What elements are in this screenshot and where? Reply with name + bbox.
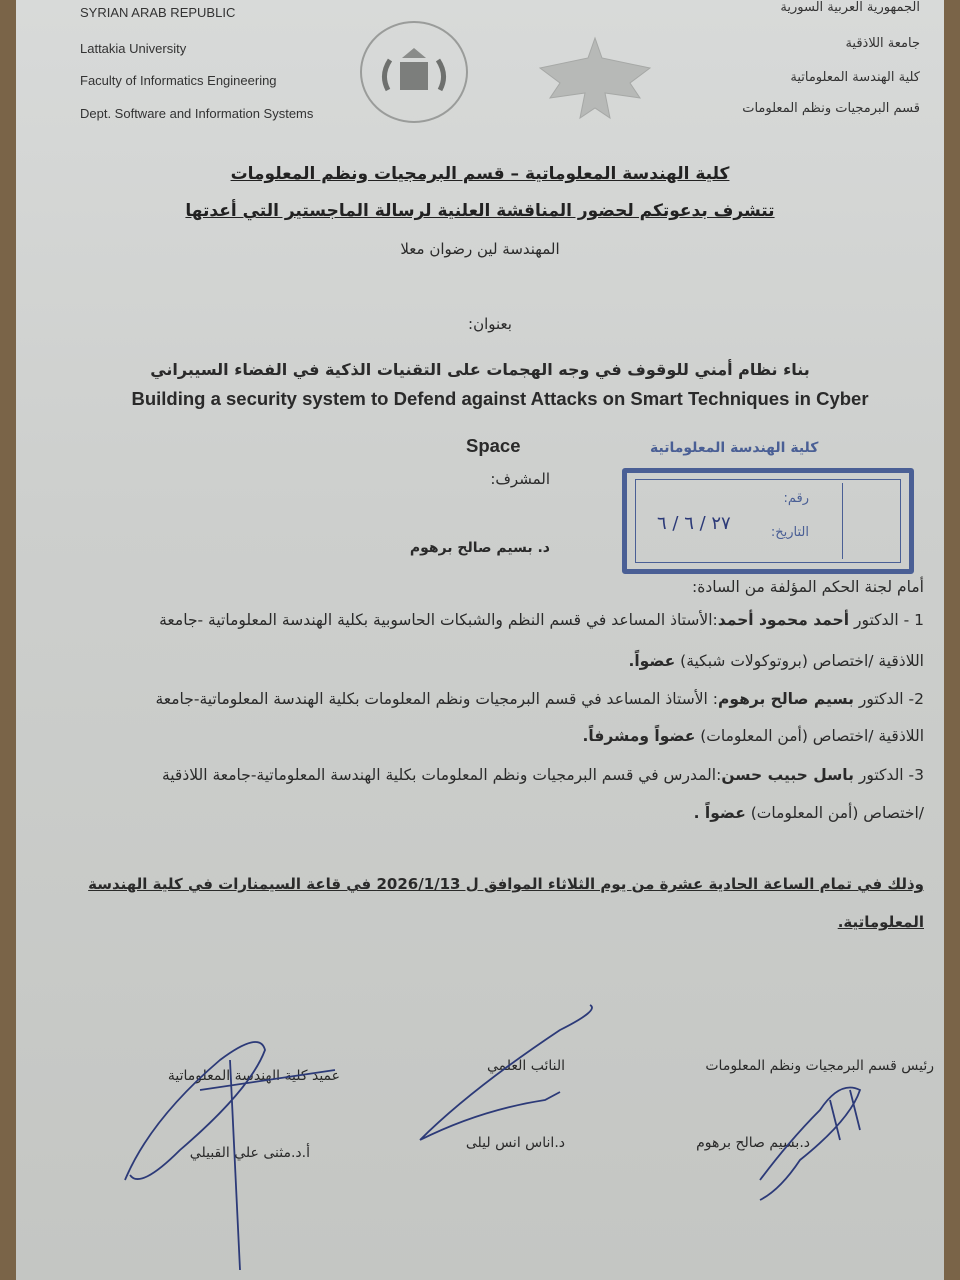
thesis-title-ar: بناء نظام أمني للوقوف في وجه الهجمات على التقنيات الذكية في الفضاء السيبراني: [150, 360, 810, 379]
stamp-handwritten-date: ٢٧ / ٦ / ٦: [657, 513, 731, 534]
signature-title-vice-dean: النائب العلمي: [486, 1058, 565, 1074]
handwritten-signatures-icon: [0, 1000, 960, 1280]
member-description: :الأستاذ المساعد في قسم النظم والشبكات الحاسوبية بكلية الهندسة المعلوماتية -جامعة: [159, 611, 718, 629]
header-en-department: Dept. Software and Information Systems: [80, 106, 314, 121]
invitation-heading: كلية الهندسة المعلوماتية – قسم البرمجيات ونظم المعلومات: [230, 164, 730, 184]
member-role: عضواً .: [693, 804, 746, 822]
member-specialty: اللاذقية /اختصاص (أمن المعلومات): [695, 727, 924, 745]
committee-member-1-line2: [628, 652, 924, 670]
member-role: عضواً.: [628, 652, 676, 670]
header-ar-faculty: كلية الهندسة المعلوماتية: [790, 70, 920, 85]
header-en-faculty: Faculty of Informatics Engineering: [80, 73, 277, 88]
eagle-emblem-icon: [530, 28, 660, 123]
supervisor-name: د. بسيم صالح برهوم: [409, 540, 550, 556]
member-name: أحمد محمود أحمد: [717, 611, 850, 629]
signature-name-dept-head: د.بسيم صالح برهوم: [696, 1135, 810, 1151]
signature-title-dept-head: رئيس قسم البرمجيات ونظم المعلومات: [705, 1058, 934, 1074]
thesis-label: بعنوان:: [468, 315, 512, 333]
thesis-title-en-line1: Building a security system to Defend against Attacks on Smart Techniques in Cyber: [131, 388, 869, 409]
header-ar-country: الجمهورية العربية السورية: [780, 0, 920, 15]
committee-member-3-line1: [162, 766, 924, 784]
committee-member-3-line2: [694, 804, 924, 822]
member-description: :المدرس في قسم البرمجيات ونظم المعلومات بكلية الهندسة المعلوماتية-جامعة اللاذقية: [161, 766, 722, 784]
registration-stamp: [622, 468, 914, 574]
signature-name-dean: أ.د.مثنى علي القبيلي: [189, 1145, 310, 1161]
header-en-country: SYRIAN ARAB REPUBLIC: [80, 5, 236, 20]
committee-member-2-line1: [155, 690, 924, 708]
member-specialty: /اختصاص (أمن المعلومات): [745, 804, 924, 822]
member-specialty: اللاذقية /اختصاص (بروتوكولات شبكية): [675, 652, 924, 670]
member-prefix: 3- الدكتور: [853, 766, 924, 784]
header-ar-university: جامعة اللاذقية: [845, 36, 920, 51]
candidate-name: المهندسة لين رضوان معلا: [400, 240, 560, 258]
signature-name-vice-dean: د.اناس انس ليلى: [465, 1135, 565, 1151]
committee-intro: أمام لجنة الحكم المؤلفة من السادة:: [692, 578, 924, 596]
university-logo-icon: [358, 20, 470, 124]
schedule-line1: وذلك في تمام الساعة الحادية عشرة من يوم الثلاثاء الموافق ل 2026/1/13 في قاعة السيمنارات في كلية الهندسة: [88, 875, 924, 893]
thesis-title-en-line2: Space: [466, 435, 521, 456]
member-prefix: 2- الدكتور: [853, 690, 924, 708]
member-role: عضواً ومشرفاً.: [582, 727, 696, 745]
committee-member-2-line2: [583, 727, 925, 745]
stamp-number-label: رقم:: [783, 491, 809, 506]
invitation-subheading: تتشرف بدعوتكم لحضور المناقشة العلنية لرسالة الماجستير التي أعدتها: [185, 201, 775, 221]
member-name: بسيم صالح برهوم: [718, 690, 854, 708]
signature-title-dean: عميد كلية الهندسة المعلوماتية: [167, 1068, 340, 1084]
supervisor-label: المشرف:: [490, 470, 550, 488]
committee-member-1-line1: [159, 611, 924, 629]
header-ar-department: قسم البرمجيات ونظم المعلومات: [742, 101, 920, 116]
stamp-date-label: التاريخ:: [770, 525, 809, 540]
member-description: : الأستاذ المساعد في قسم البرمجيات ونظم المعلومات بكلية الهندسة المعلوماتية-جامعة: [155, 690, 718, 708]
header-en-university: Lattakia University: [80, 41, 187, 56]
schedule-line2: المعلوماتية.: [837, 913, 924, 931]
member-prefix: 1 - الدكتور: [849, 611, 924, 629]
stamp-org: كلية الهندسة المعلوماتية: [650, 440, 819, 456]
member-name: باسل حبيب حسن: [721, 766, 854, 784]
